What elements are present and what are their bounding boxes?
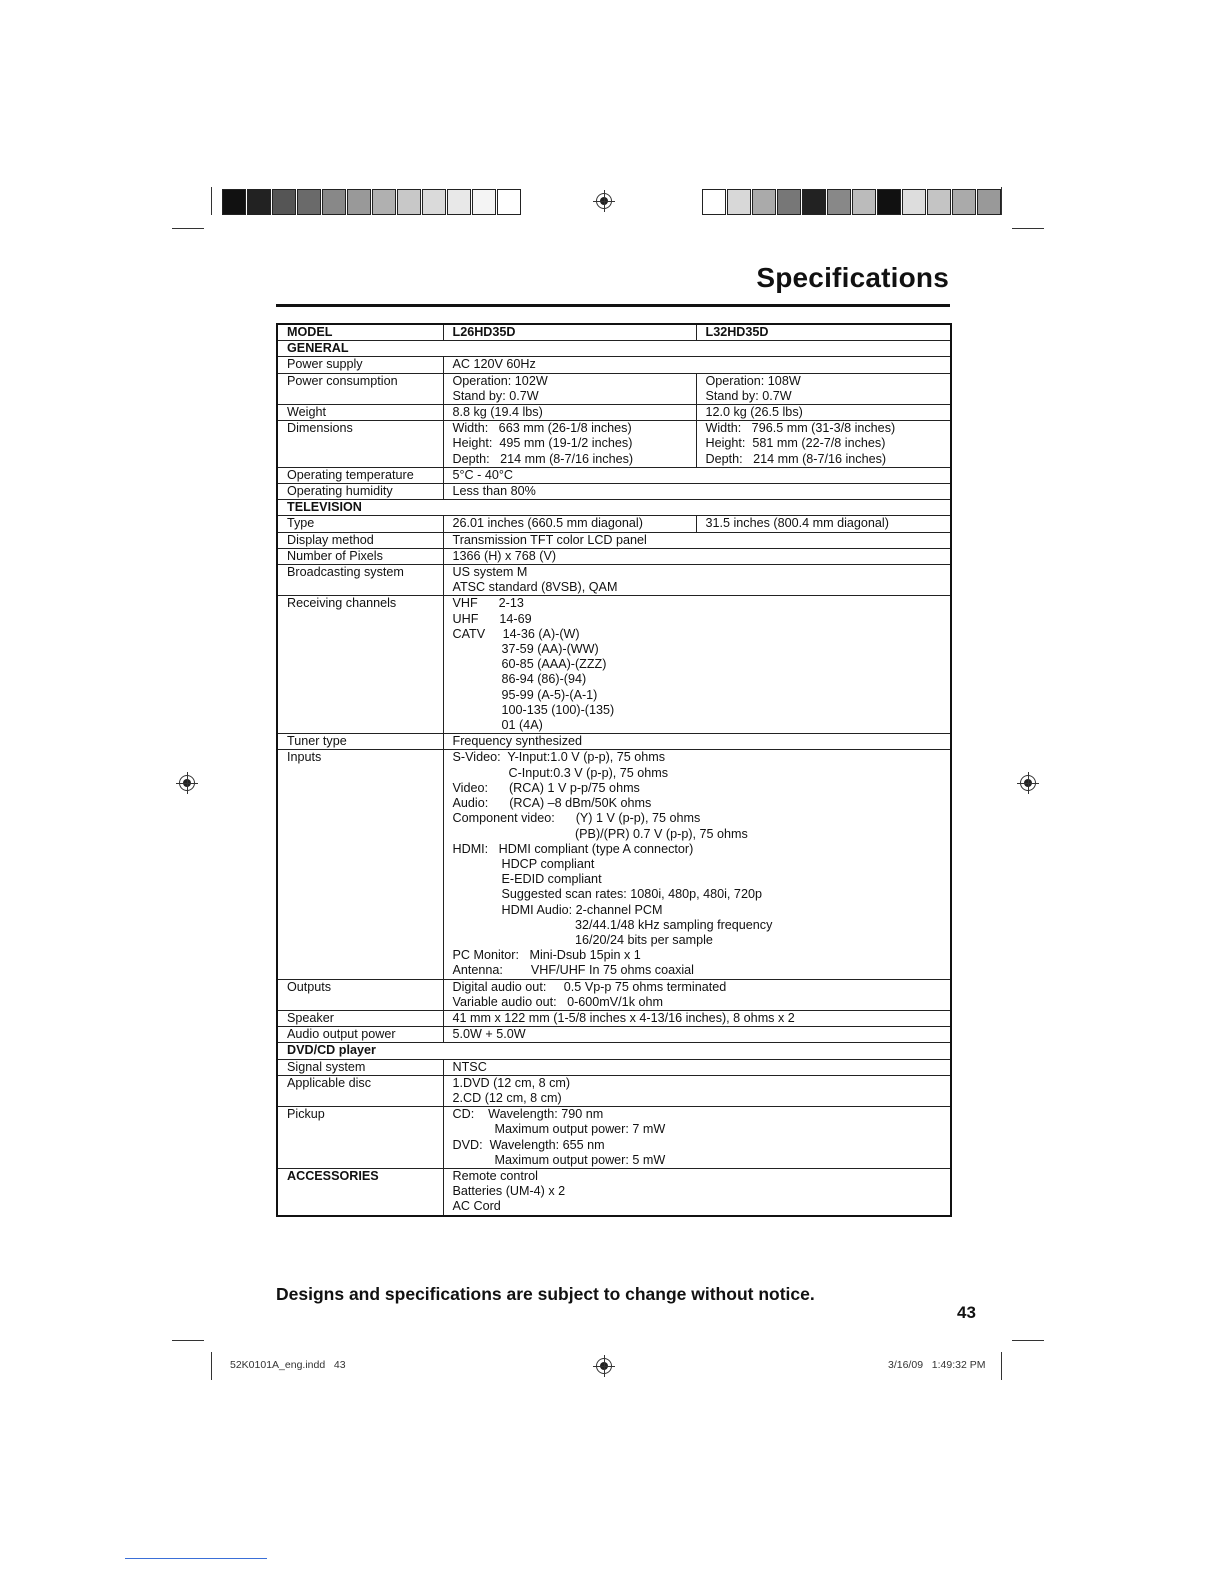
table-row [277, 421, 951, 468]
row-value: Digital audio out: 0.5 Vp-p 75 ohms terminated Variable audio out: 0-600mV/1k ohm [443, 979, 951, 1010]
row-label: Pickup [277, 1107, 443, 1169]
footer-timestamp: 3/16/09 1:49:32 PM [888, 1359, 986, 1371]
row-value-a: Operation: 102W Stand by: 0.7W [443, 373, 696, 404]
color-swatch [702, 189, 726, 215]
table-row [277, 565, 951, 596]
row-value: US system M ATSC standard (8VSB), QAM [443, 565, 951, 596]
registration-target-icon [1020, 775, 1036, 791]
table-row [277, 1059, 951, 1075]
color-swatch [247, 189, 271, 215]
row-value: Frequency synthesized [443, 734, 951, 750]
disclaimer: Designs and specifications are subject to change without notice. [276, 1284, 815, 1304]
color-swatch [272, 189, 296, 215]
color-swatch [297, 189, 321, 215]
row-value-a: Width: 663 mm (26-1/8 inches) Height: 495 mm (19-1/2 inches) Depth: 214 mm (8-7/16 inches) [443, 421, 696, 468]
row-value-a: 26.01 inches (660.5 mm diagonal) [443, 516, 696, 532]
color-swatch [752, 189, 776, 215]
crop-mark [211, 187, 212, 215]
table-row [277, 373, 951, 404]
row-label: Power consumption [277, 373, 443, 404]
row-label: Number of Pixels [277, 548, 443, 564]
row-label: Outputs [277, 979, 443, 1010]
row-value: Remote control Batteries (UM-4) x 2 AC Cord [443, 1168, 951, 1215]
color-swatch [497, 189, 521, 215]
row-label: Power supply [277, 357, 443, 373]
color-swatch [322, 189, 346, 215]
row-label: Display method [277, 532, 443, 548]
table-row [277, 1075, 951, 1106]
row-label: Inputs [277, 750, 443, 979]
row-value-b: 12.0 kg (26.5 lbs) [696, 405, 951, 421]
row-value-b: 31.5 inches (800.4 mm diagonal) [696, 516, 951, 532]
decorative-rule [125, 1558, 267, 1559]
table-row [277, 324, 951, 341]
color-swatch [902, 189, 926, 215]
color-swatch [447, 189, 471, 215]
row-value-a: 8.8 kg (19.4 lbs) [443, 405, 696, 421]
row-label: Applicable disc [277, 1075, 443, 1106]
crop-mark [1012, 228, 1044, 229]
registration-target-icon [596, 1358, 612, 1374]
color-swatch [877, 189, 901, 215]
row-label: Operating humidity [277, 484, 443, 500]
section-general: GENERAL [277, 341, 951, 357]
color-swatch [347, 189, 371, 215]
table-row [277, 1010, 951, 1026]
color-registration-bar-left [222, 189, 522, 215]
row-value: AC 120V 60Hz [443, 357, 951, 373]
row-value: Transmission TFT color LCD panel [443, 532, 951, 548]
row-value-b: Operation: 108W Stand by: 0.7W [696, 373, 951, 404]
row-value: CD: Wavelength: 790 nm Maximum output power: 7 mW DVD: Wavelength: 655 nm Maximum output power: 5 mW [443, 1107, 951, 1169]
crop-mark [1001, 187, 1002, 215]
table-row [277, 596, 951, 734]
section-row [277, 500, 951, 516]
table-row [277, 405, 951, 421]
row-label: Broadcasting system [277, 565, 443, 596]
row-label: Weight [277, 405, 443, 421]
color-swatch [397, 189, 421, 215]
crop-mark [172, 1340, 204, 1341]
color-swatch [727, 189, 751, 215]
row-label: Receiving channels [277, 596, 443, 734]
row-value: 1366 (H) x 768 (V) [443, 548, 951, 564]
row-value: 41 mm x 122 mm (1-5/8 inches x 4-13/16 inches), 8 ohms x 2 [443, 1010, 951, 1026]
row-label: Type [277, 516, 443, 532]
row-label: Operating temperature [277, 467, 443, 483]
section-dvd: DVD/CD player [277, 1043, 951, 1059]
crop-mark [211, 1352, 212, 1380]
model-b: L32HD35D [696, 324, 951, 341]
row-label: Dimensions [277, 421, 443, 468]
row-label: Signal system [277, 1059, 443, 1075]
table-row [277, 484, 951, 500]
table-row [277, 532, 951, 548]
color-swatch [952, 189, 976, 215]
crop-mark [172, 228, 204, 229]
model-a: L26HD35D [443, 324, 696, 341]
row-value: 1.DVD (12 cm, 8 cm) 2.CD (12 cm, 8 cm) [443, 1075, 951, 1106]
specifications-table [276, 323, 952, 1217]
table-row [277, 467, 951, 483]
section-row [277, 1043, 951, 1059]
color-registration-bar-right [702, 189, 1002, 215]
table-row [277, 1107, 951, 1169]
row-value-b: Width: 796.5 mm (31-3/8 inches) Height: 581 mm (22-7/8 inches) Depth: 214 mm (8-7/16 inches) [696, 421, 951, 468]
title-rule [276, 304, 950, 307]
table-row [277, 979, 951, 1010]
color-swatch [977, 189, 1001, 215]
page-title: Specifications [756, 262, 949, 293]
registration-target-icon [179, 775, 195, 791]
color-swatch [802, 189, 826, 215]
row-value: Less than 80% [443, 484, 951, 500]
table-row [277, 1168, 951, 1215]
section-television: TELEVISION [277, 500, 951, 516]
color-swatch [472, 189, 496, 215]
table-row [277, 548, 951, 564]
color-swatch [777, 189, 801, 215]
color-swatch [222, 189, 246, 215]
row-label: Tuner type [277, 734, 443, 750]
crop-mark [1012, 1340, 1044, 1341]
table-row [277, 357, 951, 373]
row-value: 5.0W + 5.0W [443, 1027, 951, 1043]
row-value: S-Video: Y-Input:1.0 V (p-p), 75 ohms C-Input:0.3 V (p-p), 75 ohms Video: (RCA) 1 V p-p/75 ohms Audio: (RCA) –8 dBm/50K ohms Component video: (Y) 1 V (p-p), 75 ohms (PB)/(PR) 0.7 V (p-p), 75 ohms HDMI: HDMI compliant (type A connector) HDCP compliant E-EDID compliant Suggested scan rates: 1080i, 480p, 480i, 720p HDMI Audio: 2-channel PCM 32/44.1/48 kHz sampling frequency 16/20/24 bits per sample PC Monitor: Mini-Dsub 15pin x 1 Antenna: VHF/UHF In 75 ohms coaxial [443, 750, 951, 979]
crop-mark [1001, 1352, 1002, 1380]
color-swatch [927, 189, 951, 215]
color-swatch [422, 189, 446, 215]
color-swatch [852, 189, 876, 215]
footer-file-name: 52K0101A_eng.indd 43 [230, 1359, 346, 1371]
row-label: ACCESSORIES [277, 1168, 443, 1215]
table-row [277, 734, 951, 750]
row-label: Audio output power [277, 1027, 443, 1043]
page-number: 43 [957, 1303, 976, 1322]
row-label: Speaker [277, 1010, 443, 1026]
registration-target-icon [596, 193, 612, 209]
section-row [277, 341, 951, 357]
row-value: 5°C - 40°C [443, 467, 951, 483]
color-swatch [372, 189, 396, 215]
table-row [277, 1027, 951, 1043]
color-swatch [827, 189, 851, 215]
table-row [277, 516, 951, 532]
model-label: MODEL [277, 324, 443, 341]
row-value: VHF 2-13 UHF 14-69 CATV 14-36 (A)-(W) 37-59 (AA)-(WW) 60-85 (AAA)-(ZZZ) 86-94 (86)-(94) 95-99 (A-5)-(A-1) 100-135 (100)-(135) 01 (4A) [443, 596, 951, 734]
row-value: NTSC [443, 1059, 951, 1075]
table-row [277, 750, 951, 979]
